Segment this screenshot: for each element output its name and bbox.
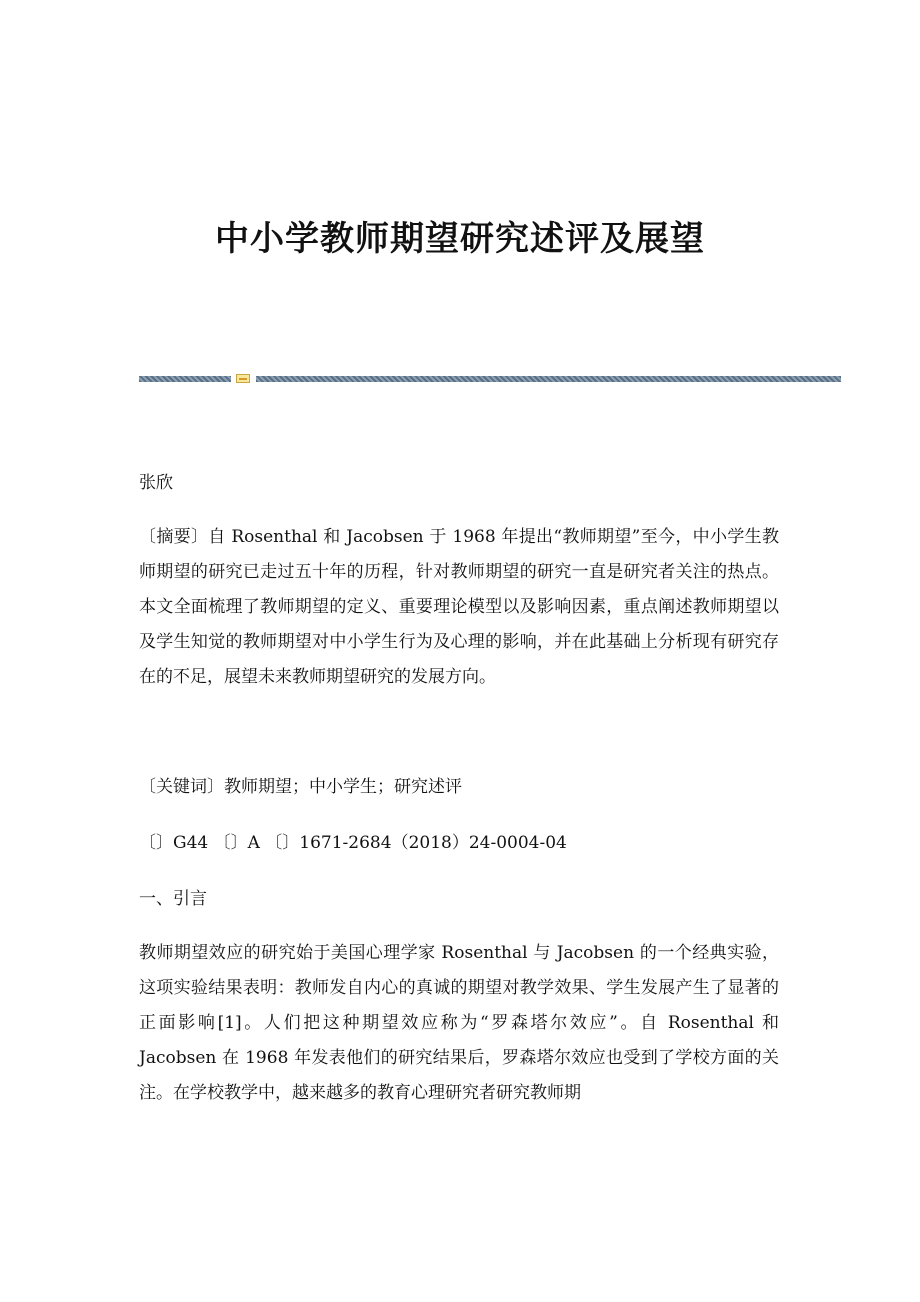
keywords-line: 〔关键词〕教师期望；中小学生；研究述评 — [139, 777, 462, 797]
divider-bar-left — [139, 376, 231, 382]
divider-bar-right — [256, 376, 841, 382]
body-paragraph: 教师期望效应的研究始于美国心理学家 Rosenthal 与 Jacobsen 的一个经典实验，这项实验结果表明：教师发自内心的真诚的期望对教学效果、学生发展产生了显著的正面影响[1]。人们把这种期望效应称为“罗森塔尔效应”。自 Rosenthal 和 Jacobsen 在 1968 年发表他们的研究结果后，罗森塔尔效应也受到了学校方面的关注。在学校教学中，越来越多的教育心理研究者研究教师期 — [139, 943, 779, 1103]
document-title: 中小学教师期望研究述评及展望 — [215, 219, 705, 259]
section-heading: 一、引言 — [139, 889, 207, 909]
classification-line: 〔〕G44 〔〕A 〔〕1671-2684（2018）24-0004-04 — [139, 833, 567, 853]
abstract-text: 〔摘要〕自 Rosenthal 和 Jacobsen 于 1968 年提出“教师期望”至今，中小学生教师期望的研究已走过五十年的历程，针对教师期望的研究一直是研究者关注的热点。本文全面梳理了教师期望的定义、重要理论模型以及影响因素，重点阐述教师期望以及学生知觉的教师期望对中小学生行为及心理的影响，并在此基础上分析现有研究存在的不足，展望未来教师期望研究的发展方向。 — [139, 527, 779, 687]
title-divider — [139, 374, 841, 384]
author-name: 张欣 — [139, 473, 173, 493]
divider-emblem-icon — [236, 374, 250, 383]
